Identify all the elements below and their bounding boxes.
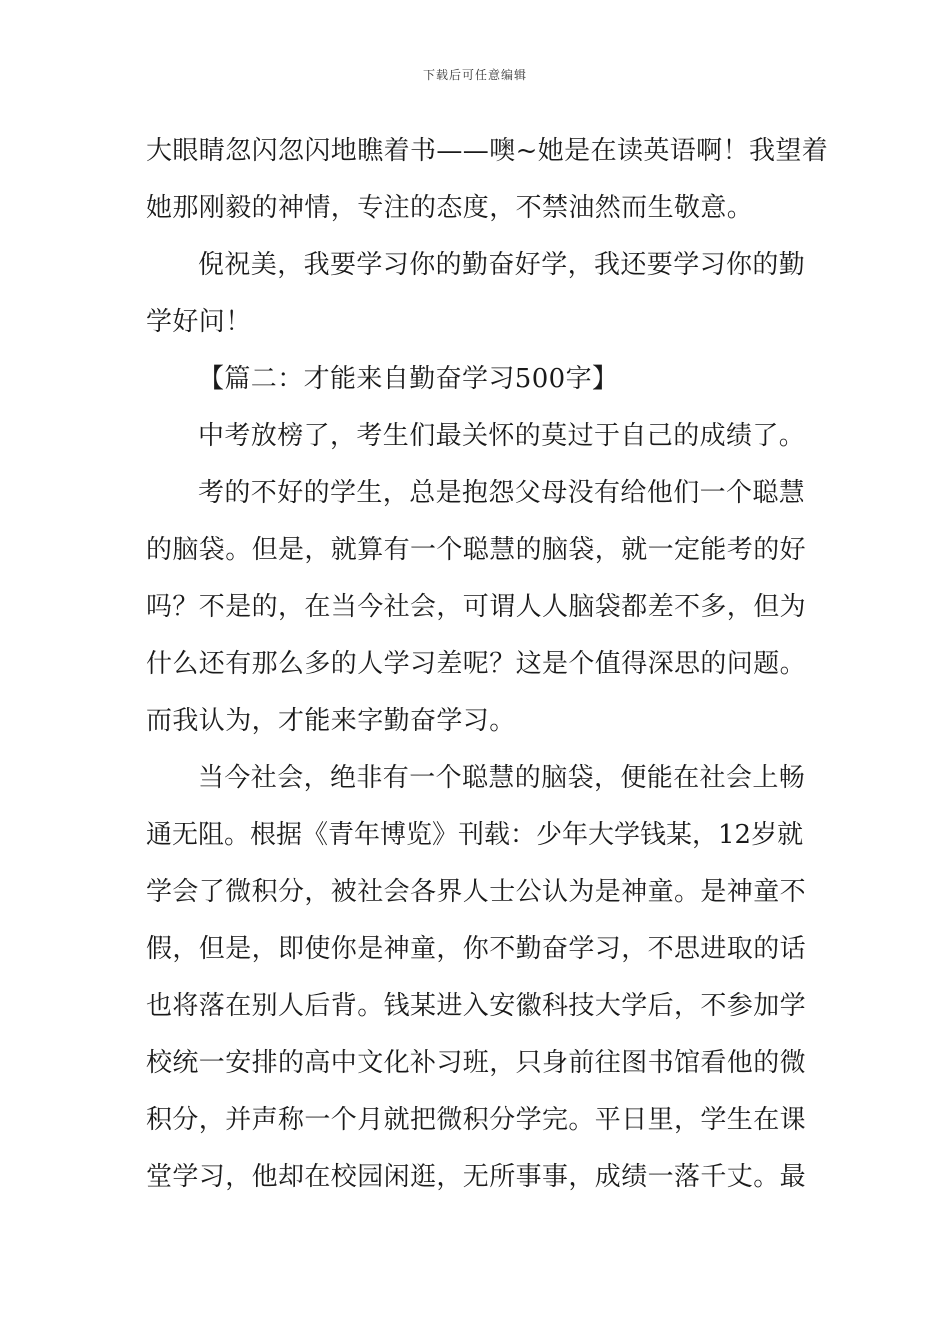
text-line: 也将落在别人后背。钱某进入安徽科技大学后，不参加学 <box>146 991 807 1021</box>
text-line: 她那刚毅的神情，专注的态度，不禁油然而生敬意。 <box>146 193 754 223</box>
text-line: 学好问！ <box>146 307 252 337</box>
text-line: 考的不好的学生，总是抱怨父母没有给他们一个聪慧 <box>198 478 806 508</box>
text-line: 什么还有那么多的人学习差呢？这是个值得深思的问题。 <box>146 649 807 679</box>
text-line: 积分，并声称一个月就把微积分学完。平日里，学生在课 <box>146 1105 807 1135</box>
text-line: 校统一安排的高中文化补习班，只身前往图书馆看他的微 <box>146 1048 807 1078</box>
text-line: 倪祝美，我要学习你的勤奋好学，我还要学习你的勤 <box>198 250 806 280</box>
text-line: 假，但是，即使你是神童，你不勤奋学习，不思进取的话 <box>146 934 807 964</box>
text-line: 而我认为，才能来字勤奋学习。 <box>146 706 516 736</box>
page-header: 下载后可任意编辑 <box>422 68 527 82</box>
document-body <box>146 128 829 1211</box>
text-line: 中考放榜了，考生们最关怀的莫过于自己的成绩了。 <box>198 421 806 451</box>
text-line: 堂学习，他却在校园闲逛，无所事事，成绩一落千丈。最 <box>146 1162 807 1192</box>
text-line: 通无阻。根据《青年博览》刊载：少年大学钱某，12岁就 <box>146 820 804 850</box>
text-line: 学会了微积分，被社会各界人士公认为是神童。是神童不 <box>146 877 807 907</box>
text-line: 大眼睛忽闪忽闪地瞧着书——噢~她是在读英语啊！我望着 <box>146 136 829 166</box>
text-line: 的脑袋。但是，就算有一个聪慧的脑袋，就一定能考的好 <box>146 535 807 565</box>
text-line: 吗？不是的，在当今社会，可谓人人脑袋都差不多，但为 <box>146 592 807 622</box>
text-line: 当今社会，绝非有一个聪慧的脑袋，便能在社会上畅 <box>198 763 806 793</box>
section-heading: 【篇二：才能来自勤奋学习500字】 <box>198 364 619 394</box>
